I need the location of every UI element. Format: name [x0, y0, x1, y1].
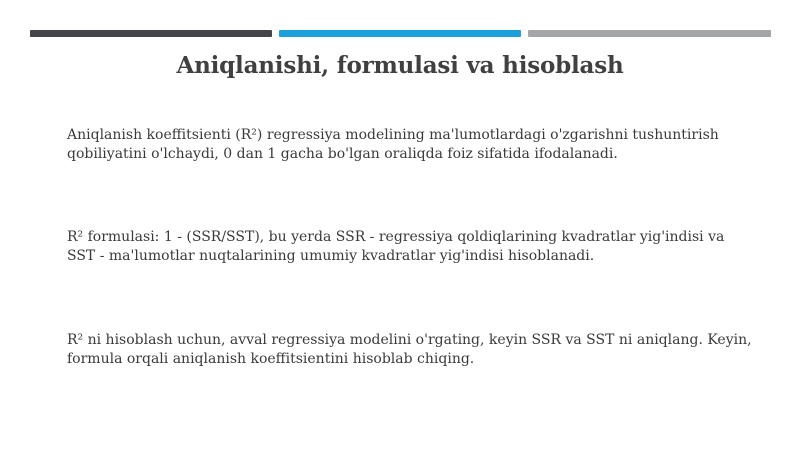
- paragraph-definition: Aniqlanish koeffitsienti (R²) regressiya modelining ma'lumotlardagi o'zgarishni tushuntirish qobiliyatini o'lchaydi, 0 dan 1 gacha bo'lgan oraliqda foiz sifatida ifodalanadi.: [67, 127, 719, 162]
- slide-title: Aniqlanishi, formulasi va hisoblash: [176, 52, 624, 79]
- paragraph-formula: R² formulasi: 1 - (SSR/SST), bu yerda SSR - regressiya qoldiqlarining kvadratlar yig'indisi va SST - ma'lumotlar nuqtalarining umumiy kvadratlar yig'indisi hisoblanadi.: [67, 229, 725, 264]
- accent-bar-blue: [279, 30, 521, 37]
- accent-bar-dark: [30, 30, 272, 37]
- accent-bar-gray: [528, 30, 771, 37]
- paragraph-calculation: R² ni hisoblash uchun, avval regressiya modelini o'rgating, keyin SSR va SST ni aniqlang. Keyin, formula orqali aniqlanish koeffitsientini hisoblab chiqing.: [67, 332, 752, 367]
